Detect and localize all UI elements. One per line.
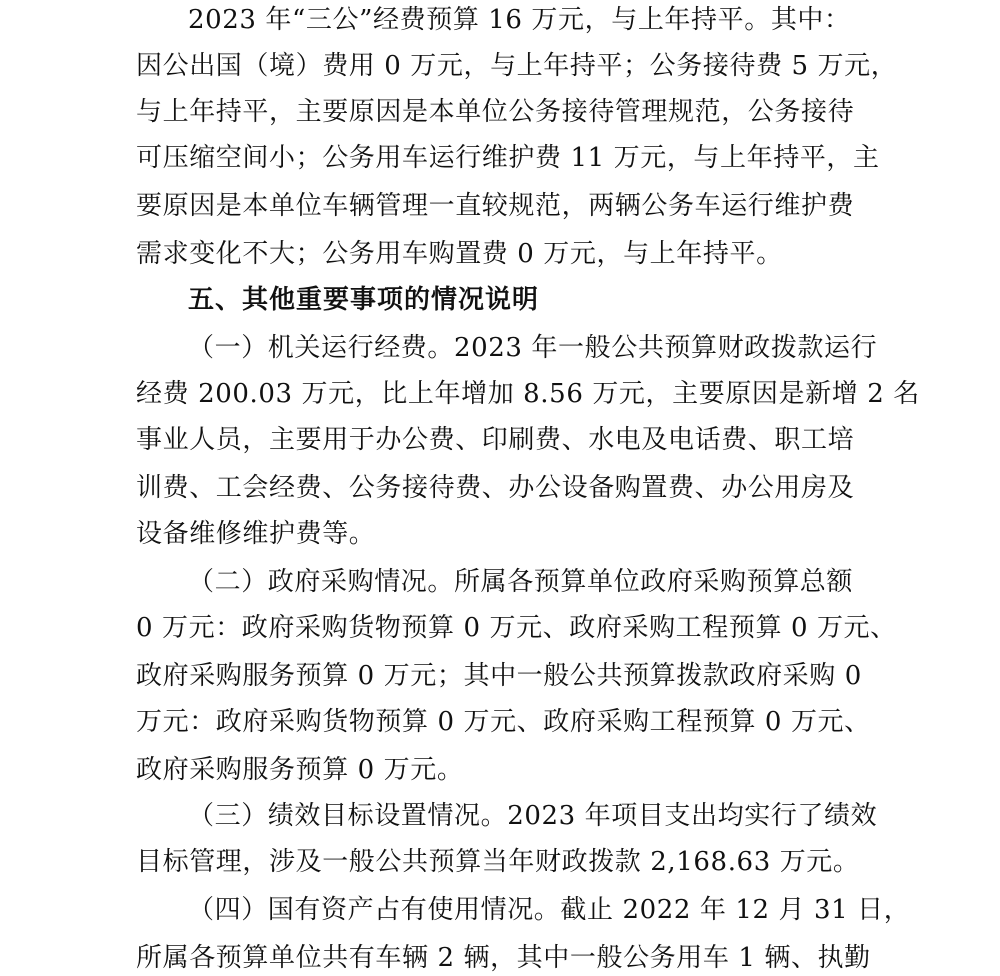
paragraph-line: （二）政府采购情况。所属各预算单位政府采购预算总额 bbox=[188, 567, 854, 597]
paragraph-line: 经费 200.03 万元，比上年增加 8.56 万元，主要原因是新增 2 名 bbox=[136, 379, 920, 409]
paragraph-line: （三）绩效目标设置情况。2023 年项目支出均实行了绩效 bbox=[188, 801, 878, 831]
paragraph-line: 政府采购服务预算 0 万元；其中一般公共预算拨款政府采购 0 bbox=[136, 661, 862, 691]
paragraph-line: 训费、工会经费、公务接待费、办公设备购置费、办公用房及 bbox=[136, 473, 855, 503]
paragraph-line: 与上年持平，主要原因是本单位公务接待管理规范，公务接待 bbox=[136, 97, 855, 127]
paragraph-line: 2023 年“三公”经费预算 16 万元，与上年持平。其中： bbox=[188, 5, 851, 35]
paragraph-line: 事业人员，主要用于办公费、印刷费、水电及电话费、职工培 bbox=[136, 425, 855, 455]
paragraph-line: 政府采购服务预算 0 万元。 bbox=[136, 755, 464, 785]
paragraph-line: 需求变化不大；公务用车购置费 0 万元，与上年持平。 bbox=[136, 239, 783, 269]
paragraph-line: 所属各预算单位共有车辆 2 辆，其中一般公务用车 1 辆、执勤 bbox=[136, 943, 871, 973]
paragraph-line: 因公出国（境）费用 0 万元，与上年持平；公务接待费 5 万元， bbox=[136, 51, 898, 81]
paragraph-line: 要原因是本单位车辆管理一直较规范，两辆公务车运行维护费 bbox=[136, 191, 855, 221]
paragraph-line: 设备维修维护费等。 bbox=[136, 519, 376, 549]
section-heading: 五、其他重要事项的情况说明 bbox=[188, 285, 540, 315]
paragraph-line: 目标管理，涉及一般公共预算当年财政拨款 2,168.63 万元。 bbox=[136, 847, 860, 877]
paragraph-line: 0 万元：政府采购货物预算 0 万元、政府采购工程预算 0 万元、 bbox=[136, 613, 897, 643]
paragraph-line: （一）机关运行经费。2023 年一般公共预算财政拨款运行 bbox=[188, 333, 878, 363]
paragraph-line: （四）国有资产占有使用情况。截止 2022 年 12 月 31 日， bbox=[188, 895, 911, 925]
paragraph-line: 万元：政府采购货物预算 0 万元、政府采购工程预算 0 万元、 bbox=[136, 707, 871, 737]
paragraph-line: 可压缩空间小；公务用车运行维护费 11 万元，与上年持平，主 bbox=[136, 143, 880, 173]
